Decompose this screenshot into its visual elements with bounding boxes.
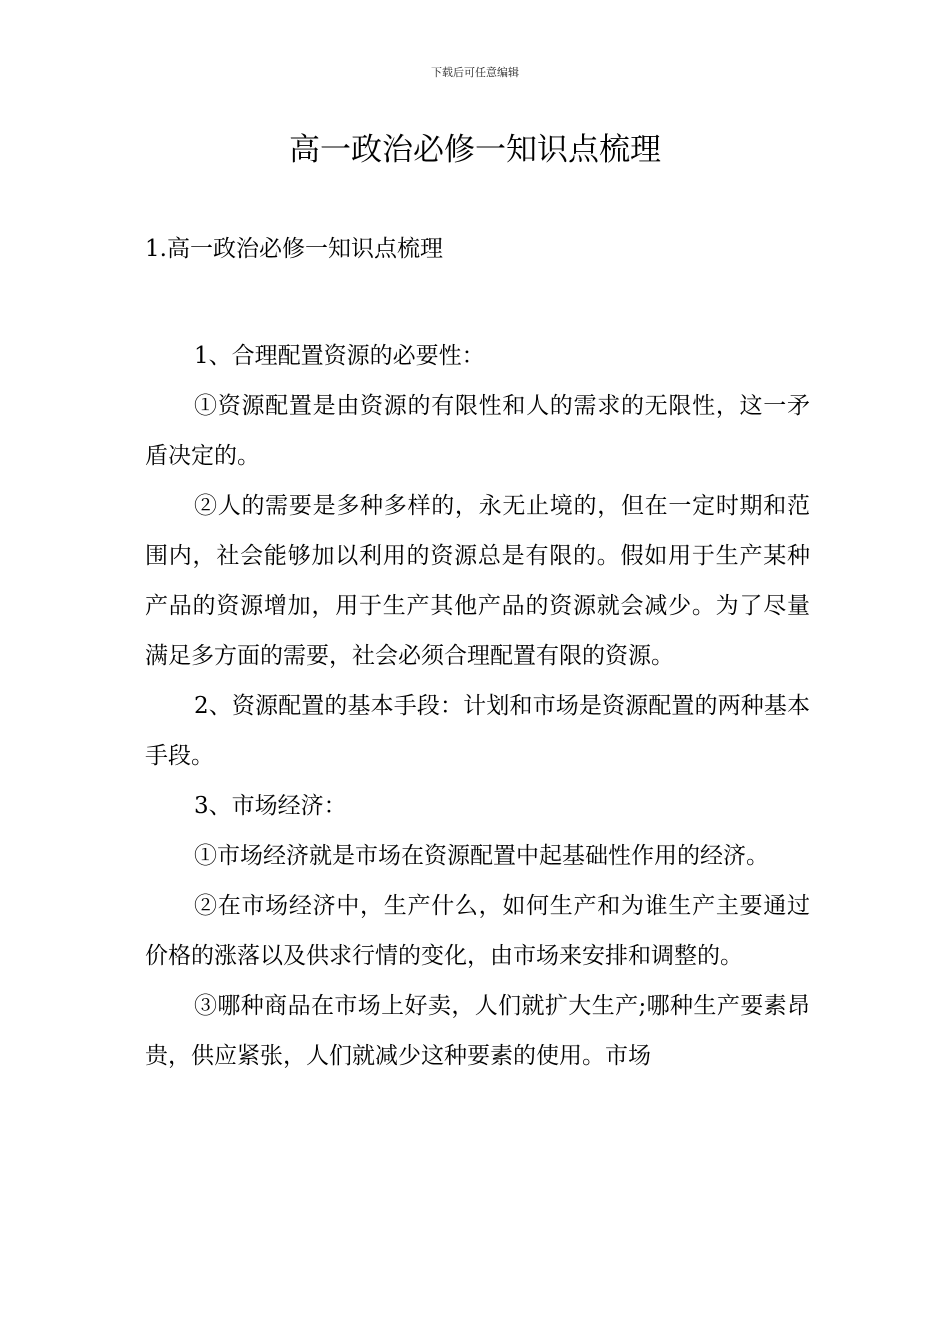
paragraph-6: ①市场经济就是市场在资源配置中起基础性作用的经济。 [194, 843, 769, 869]
section-heading: 1.高一政治必修一知识点梳理 [145, 236, 443, 262]
paragraph-8: ③哪种商品在市场上好卖，人们就扩大生产;哪种生产要素昂贵，供应紧张，人们就减少这种要素的使用。市场 [145, 993, 810, 1069]
document-title: 高一政治必修一知识点梳理 [289, 132, 661, 168]
paragraph-1: 1、合理配置资源的必要性： [194, 343, 485, 369]
paragraph-2: ①资源配置是由资源的有限性和人的需求的无限性，这一矛盾决定的。 [145, 393, 810, 469]
header-note: 下载后可任意编辑 [431, 66, 519, 79]
paragraph-4: 2、资源配置的基本手段：计划和市场是资源配置的两种基本手段。 [145, 693, 810, 769]
paragraph-7: ②在市场经济中，生产什么，如何生产和为谁生产主要通过价格的涨落以及供求行情的变化，由市场来安排和调整的。 [145, 893, 810, 969]
paragraph-5: 3、市场经济： [194, 793, 347, 819]
body-text [145, 331, 810, 1081]
paragraph-3: ②人的需要是多种多样的，永无止境的，但在一定时期和范围内，社会能够加以利用的资源总是有限的。假如用于生产某种产品的资源增加，用于生产其他产品的资源就会减少。为了尽量满足多方面的需要，社会必须合理配置有限的资源。 [145, 493, 810, 669]
